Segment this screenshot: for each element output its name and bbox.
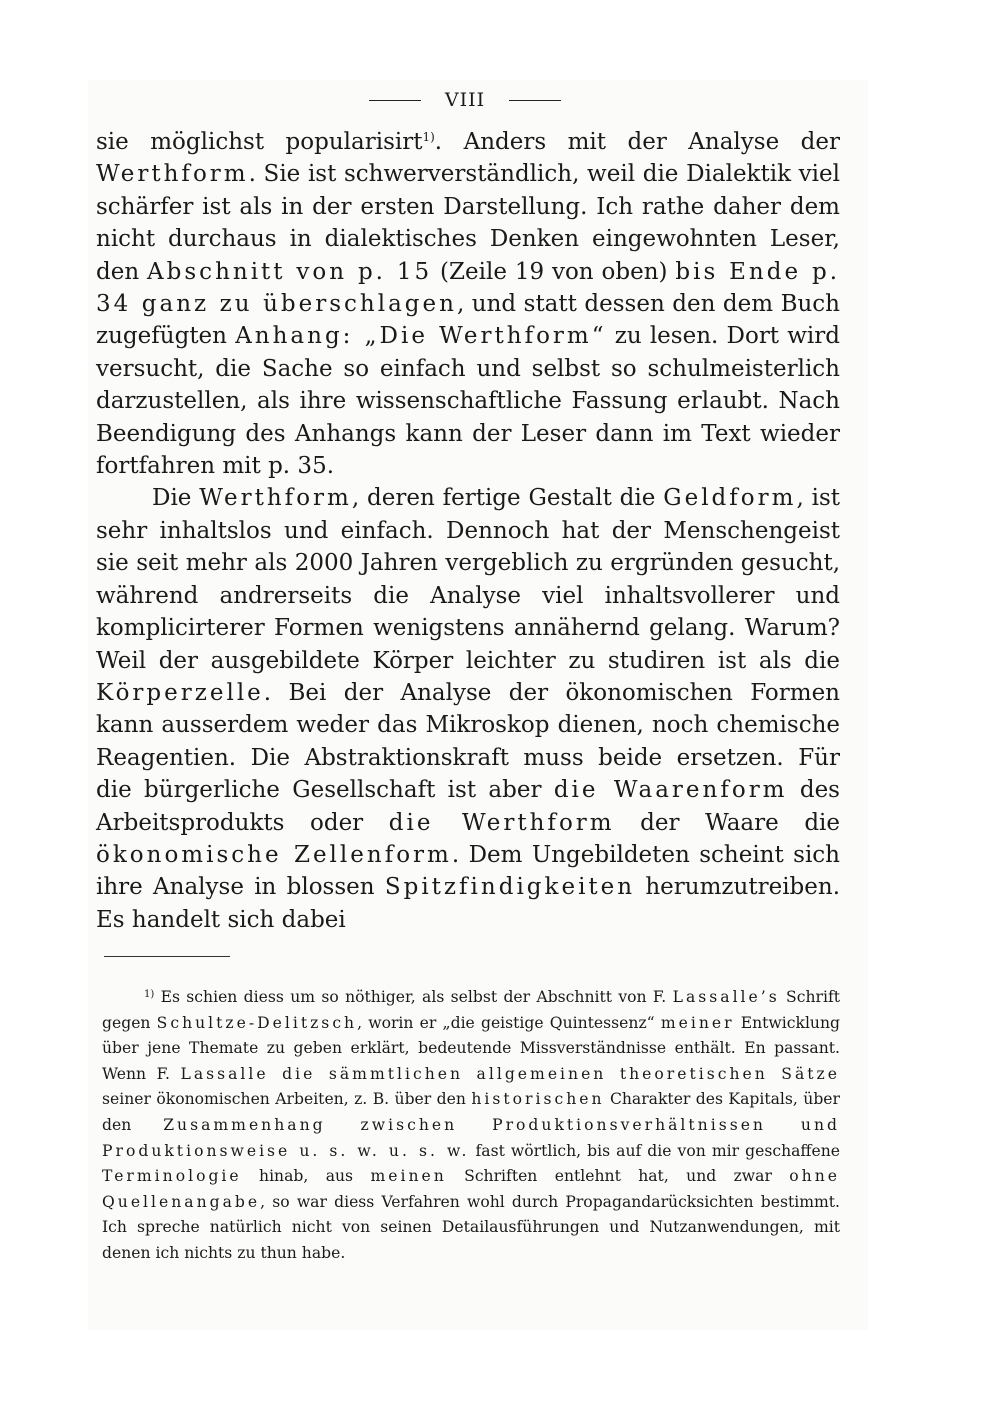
text-run: . Dem Ungebildeten scheint sich ihre Analyse in blossen — [96, 841, 840, 901]
text-run: Schriften entlehnt hat, und zwar — [446, 1167, 790, 1186]
text-run: Es schien diess um so nöthiger, als selbst der Abschnitt von F. — [154, 988, 673, 1006]
spaced-term: Spitzfindigkeiten — [384, 874, 636, 901]
text-run: , so war diess Verfahren wohl durch Propagandarücksichten bestimmt. Ich spreche natürlich nicht von seinen Detailausführungen und Nutzanwendungen, mit denen ich nichts zu thun habe. — [102, 1192, 840, 1262]
text-run: der Waare die — [614, 809, 841, 836]
spaced-term: bis Ende p. 34 ganz zu überschlagen — [96, 258, 841, 318]
spaced-term: Schultze-Delitzsch — [156, 1013, 358, 1032]
spaced-term: ohne Quellenangabe — [102, 1167, 840, 1211]
spaced-term: Terminologie — [102, 1167, 242, 1186]
spaced-term: Zusammenhang zwischen Produktionsverhältnissen und Produktionsweise u. s. w. u. s. w. — [102, 1115, 840, 1160]
spaced-term: Werthform — [199, 485, 352, 512]
text-run: , worin er „die geistige Quintessenz“ — [357, 1013, 661, 1032]
header-rule-left — [369, 100, 421, 101]
spaced-term: meiner — [660, 1013, 735, 1032]
text-run: Schrift gegen — [102, 988, 841, 1032]
text-run: sie möglichst popularisirt — [96, 129, 423, 155]
text-run: . Sie ist schwerverständlich, weil die Dialektik viel schärfer ist als in der ersten Darstellung. Ich rathe daher dem nicht durchaus in dialektisches Denken eingewohnten Leser, den — [96, 161, 840, 285]
spaced-term: die Werthform — [388, 809, 615, 836]
footnote-paragraph — [102, 985, 840, 1267]
header-rule-right — [509, 100, 561, 101]
body-text — [96, 126, 840, 936]
text-run: (Zeile 19 von oben) — [432, 258, 676, 285]
text-run: zu lesen. Dort wird versucht, die Sache so einfach und selbst so schulmeisterlich darzustellen, als ihre wissenschaftliche Fassung erlaubt. Nach Beendigung des Anhangs kann der Leser dann im Text wieder fortfahren mit p. 35. — [96, 323, 841, 480]
paragraph-2 — [96, 482, 840, 936]
text-run: , und statt dessen den dem Buch zugefügten — [96, 291, 840, 350]
spaced-term: Werthform — [96, 161, 249, 188]
page-number: VIII — [444, 89, 486, 111]
spaced-term: die Waarenform — [553, 777, 788, 804]
spaced-term: meinen — [370, 1167, 447, 1186]
text-run: des Arbeitsprodukts oder — [96, 777, 840, 836]
spaced-term: Geldform — [663, 485, 797, 512]
text-run: hinab, aus — [241, 1167, 371, 1186]
footnote-marker: 1) — [144, 989, 155, 1000]
text-run: Charakter des Kapitals, über den — [102, 1090, 840, 1134]
text-run: . Bei der Analyse der ökonomischen Formen kann ausserdem weder das Mikroskop dienen, noch chemische Reagentien. Die Abstraktionskraft muss beide ersetzen. Für die bürgerliche Gesellschaft ist aber — [96, 679, 840, 804]
text-run: Entwicklung über jene Themate zu geben erklärt, bedeutende Missverständnisse enthält. En passant. Wenn F. — [102, 1013, 840, 1083]
spaced-term: Anhang: „Die Werthform“ — [235, 323, 607, 350]
spaced-term: ökonomische Zellenform — [96, 841, 452, 868]
text-run: fast wörtlich, bis auf die von mir geschaffene — [469, 1141, 841, 1160]
text-run: , ist sehr inhaltslos und einfach. Dennoch hat der Menschengeist sie seit mehr als 2000 Jahren vergeblich zu ergründen gesucht, während andrerseits die Analyse viel inhaltsvollerer und komplicirterer Formen wenigstens annähernd gelang. Warum? Weil der ausgebildete Körper leichter zu studiren ist als die — [96, 485, 840, 674]
text-run: Die — [152, 485, 200, 512]
spaced-term: historischen — [471, 1090, 605, 1109]
footnote-divider — [104, 956, 230, 957]
paragraph-1 — [96, 126, 840, 482]
footnote — [102, 985, 840, 1267]
spaced-term: Abschnitt von p. 15 — [147, 258, 433, 285]
text-run: seiner ökonomischen Arbeiten, z. B. über den — [102, 1090, 472, 1109]
spaced-term: Lassalle’s — [672, 988, 780, 1006]
spaced-term: Lassalle die sämmtlichen allgemeinen theoretischen Sätze — [180, 1064, 840, 1083]
text-run: . Anders mit der Analyse der — [434, 129, 840, 155]
page-header — [360, 86, 570, 114]
text-run: , deren fertige Gestalt die — [351, 485, 664, 512]
spaced-term: Körperzelle — [96, 679, 264, 706]
footnote-reference: 1) — [422, 130, 435, 144]
text-run: herumzutreiben. Es handelt sich dabei — [96, 874, 841, 933]
